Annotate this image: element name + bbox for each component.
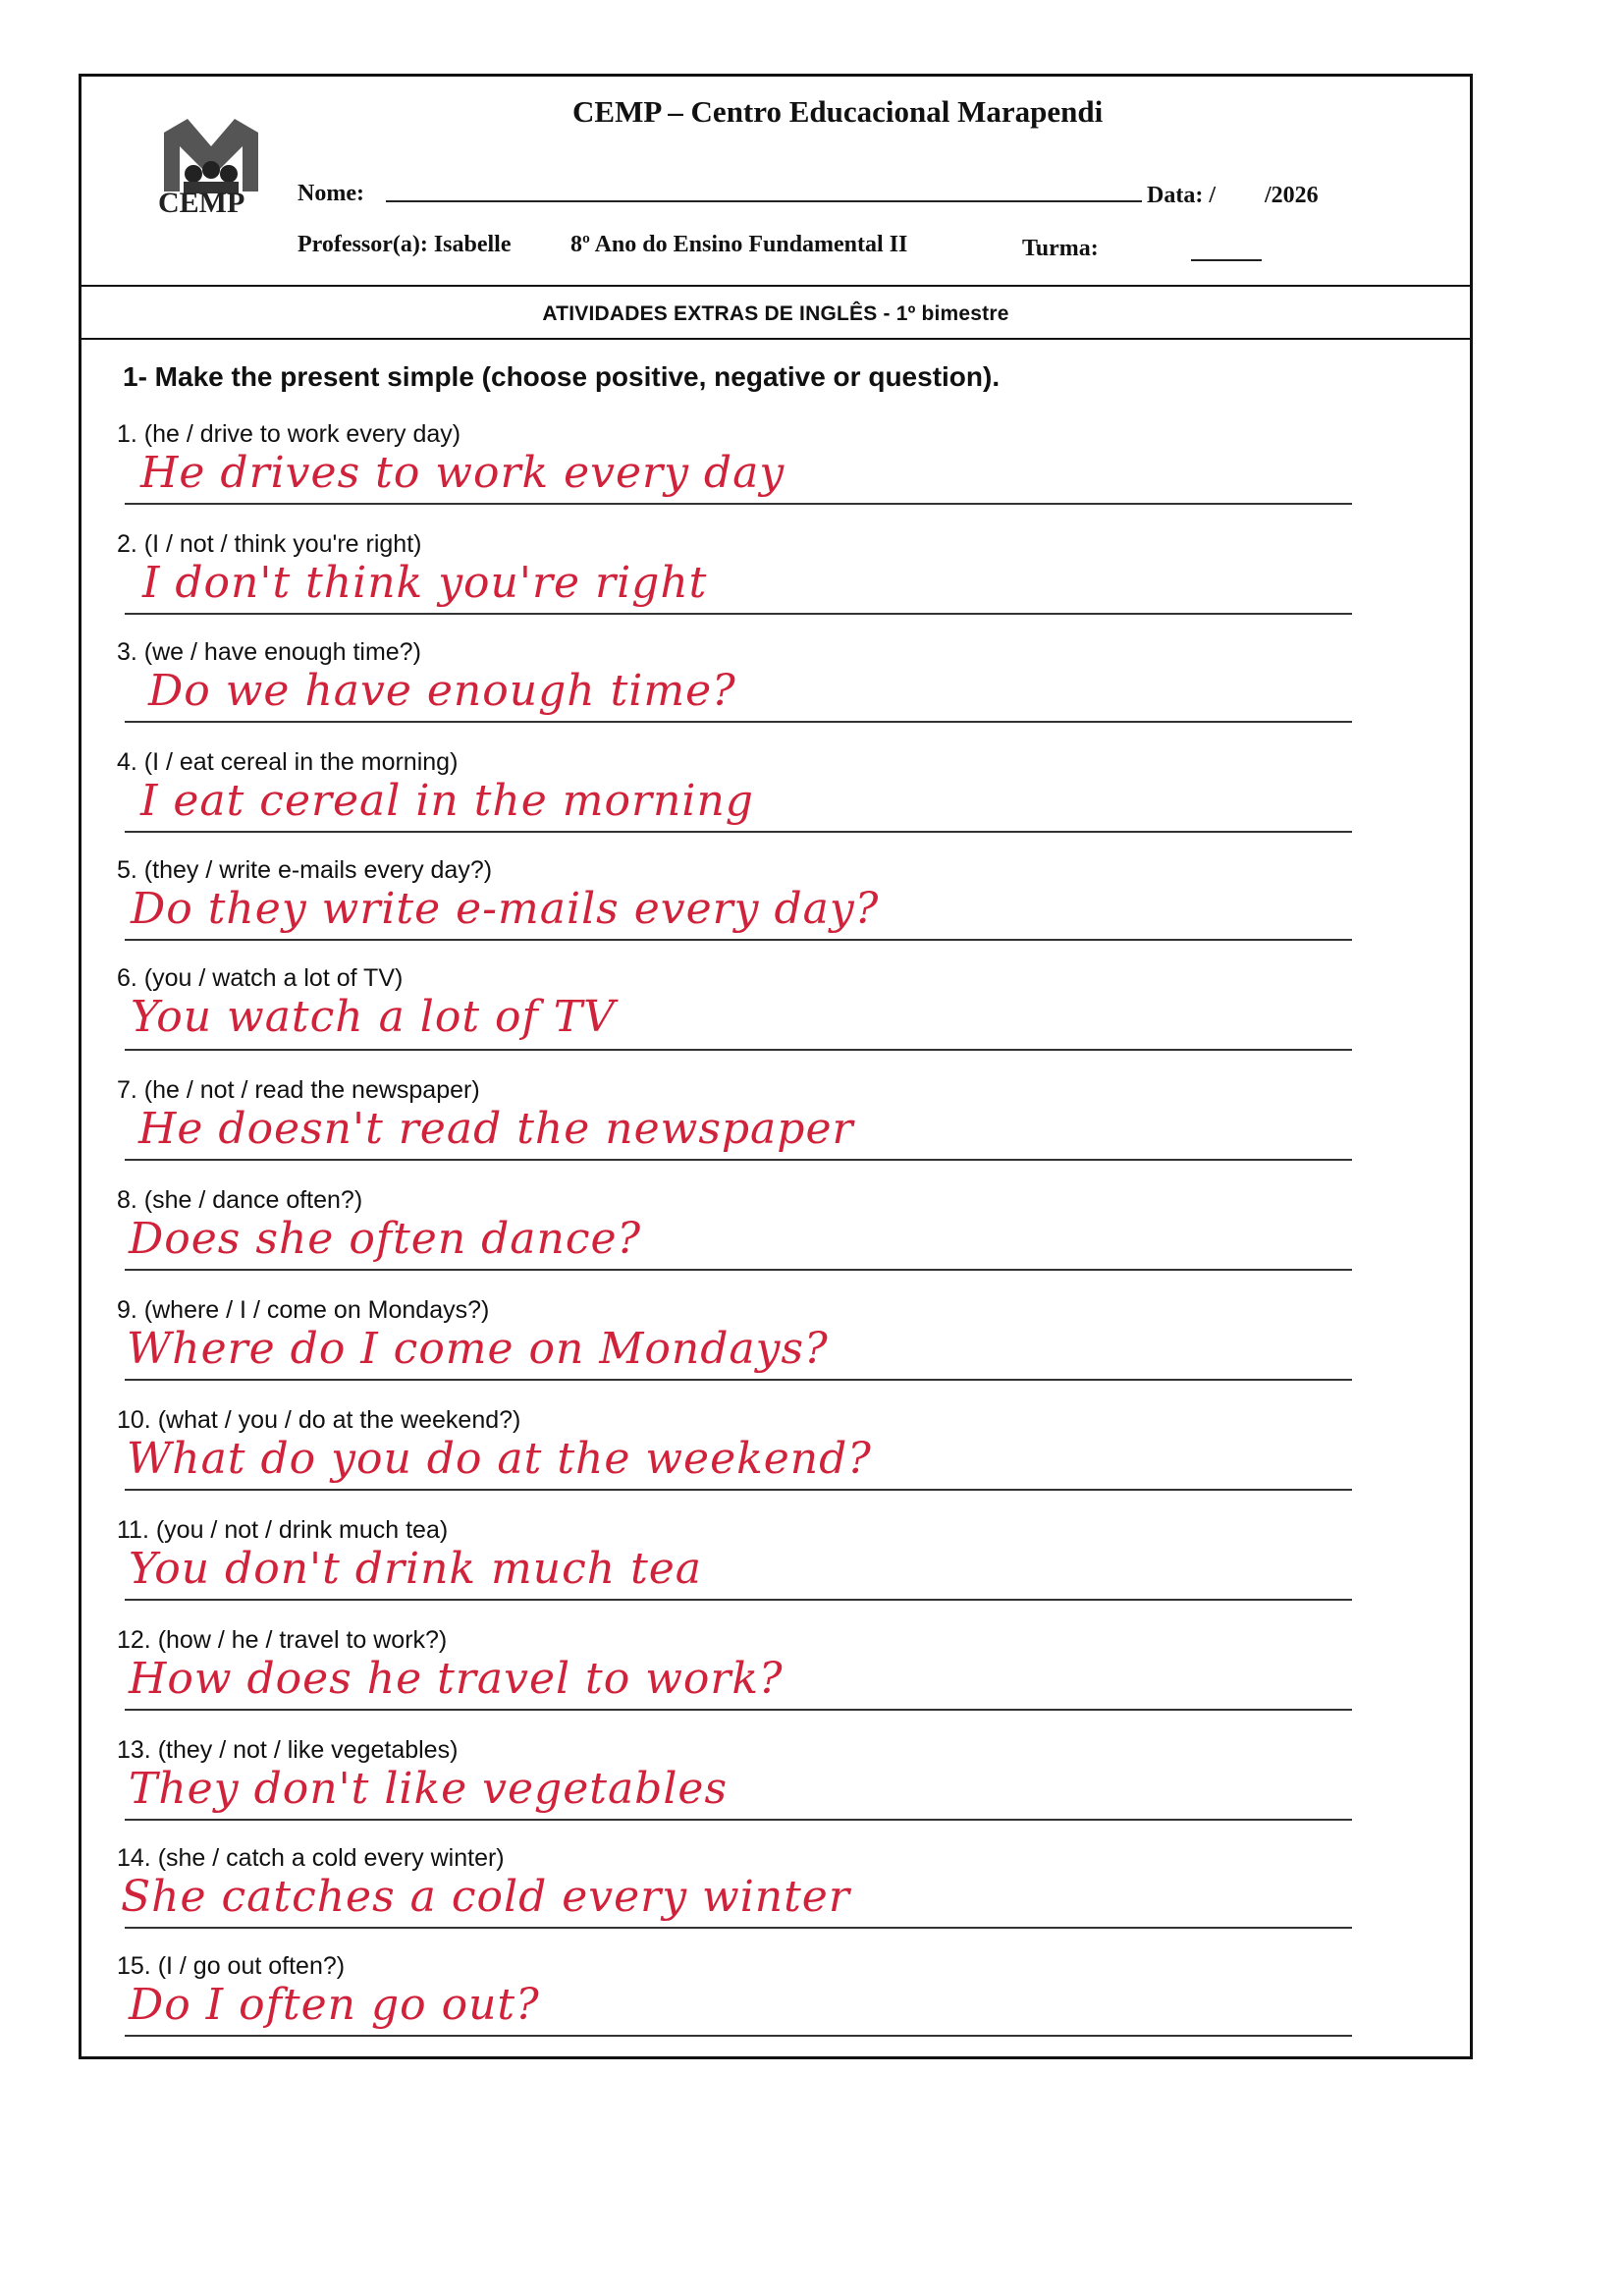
question-prompt: 3. (we / have enough time?): [117, 638, 421, 666]
worksheet-title: [81, 285, 1470, 340]
answer-line: [125, 831, 1352, 833]
question-prompt: 4. (I / eat cereal in the morning): [117, 748, 459, 776]
answer-line: [125, 721, 1352, 723]
handwritten-answer: They don't like vegetables: [129, 1764, 729, 1814]
title-text: ATIVIDADES EXTRAS DE INGLÊS - 1º bimestre: [542, 302, 1009, 325]
handwritten-answer: Do they write e-mails every day?: [131, 884, 880, 934]
answer-line: [125, 1269, 1352, 1271]
question-prompt: 14. (she / catch a cold every winter): [117, 1844, 505, 1872]
answer-line: [125, 1599, 1352, 1601]
handwritten-answer: Does she often dance?: [129, 1214, 642, 1264]
answer-line: [125, 1379, 1352, 1381]
date-label: Data: /: [1147, 183, 1216, 208]
question-prompt: 9. (where / I / come on Mondays?): [117, 1296, 490, 1324]
handwritten-answer: Where do I come on Mondays?: [127, 1324, 829, 1374]
header: [81, 77, 1470, 287]
answer-line: [125, 1927, 1352, 1929]
handwritten-answer: You watch a lot of TV: [131, 992, 616, 1042]
worksheet: [79, 74, 1473, 2059]
question-prompt: 13. (they / not / like vegetables): [117, 1736, 459, 1764]
school-name: CEMP – Centro Educacional Marapendi: [572, 94, 1104, 129]
handwritten-answer: He doesn't read the newspaper: [138, 1104, 854, 1154]
handwritten-answer: You don't drink much tea: [129, 1544, 703, 1594]
question-prompt: 5. (they / write e-mails every day?): [117, 856, 493, 884]
instruction: 1- Make the present simple (choose positive, negative or question).: [123, 361, 1001, 392]
year: /2026: [1265, 183, 1319, 208]
question-prompt: 15. (I / go out often?): [117, 1952, 346, 1980]
answer-line: [125, 1709, 1352, 1711]
class-label: Turma:: [1022, 236, 1099, 261]
answer-line: [125, 1159, 1352, 1161]
question-prompt: 6. (you / watch a lot of TV): [117, 964, 404, 992]
name-field[interactable]: [386, 200, 1142, 202]
handwritten-answer: He drives to work every day: [140, 448, 785, 498]
handwritten-answer: I eat cereal in the morning: [140, 776, 754, 826]
answer-line: [125, 2035, 1352, 2037]
answer-line: [125, 1049, 1352, 1051]
class-field[interactable]: [1191, 259, 1262, 261]
question-prompt: 11. (you / not / drink much tea): [117, 1516, 449, 1544]
handwritten-answer: She catches a cold every winter: [121, 1872, 850, 1922]
logo-text: CEMP: [158, 187, 245, 219]
question-prompt: 2. (I / not / think you're right): [117, 530, 422, 558]
question-prompt: 7. (he / not / read the newspaper): [117, 1076, 480, 1104]
teacher: Professor(a): Isabelle: [298, 232, 512, 257]
question-prompt: 1. (he / drive to work every day): [117, 420, 461, 448]
question-prompt: 8. (she / dance often?): [117, 1186, 363, 1214]
handwritten-answer: How does he travel to work?: [129, 1654, 784, 1704]
answer-line: [125, 613, 1352, 615]
handwritten-answer: I don't think you're right: [142, 558, 708, 608]
question-prompt: 12. (how / he / travel to work?): [117, 1626, 448, 1654]
handwritten-answer: Do I often go out?: [129, 1980, 540, 2030]
grade: 8º Ano do Ensino Fundamental II: [570, 232, 908, 257]
question-prompt: 10. (what / you / do at the weekend?): [117, 1406, 521, 1434]
handwritten-answer: Do we have enough time?: [148, 666, 736, 716]
handwritten-answer: What do you do at the weekend?: [127, 1434, 872, 1484]
answer-line: [125, 939, 1352, 941]
answer-line: [125, 1489, 1352, 1491]
name-label: Nome:: [298, 181, 364, 206]
answer-line: [125, 503, 1352, 505]
answer-line: [125, 1819, 1352, 1821]
